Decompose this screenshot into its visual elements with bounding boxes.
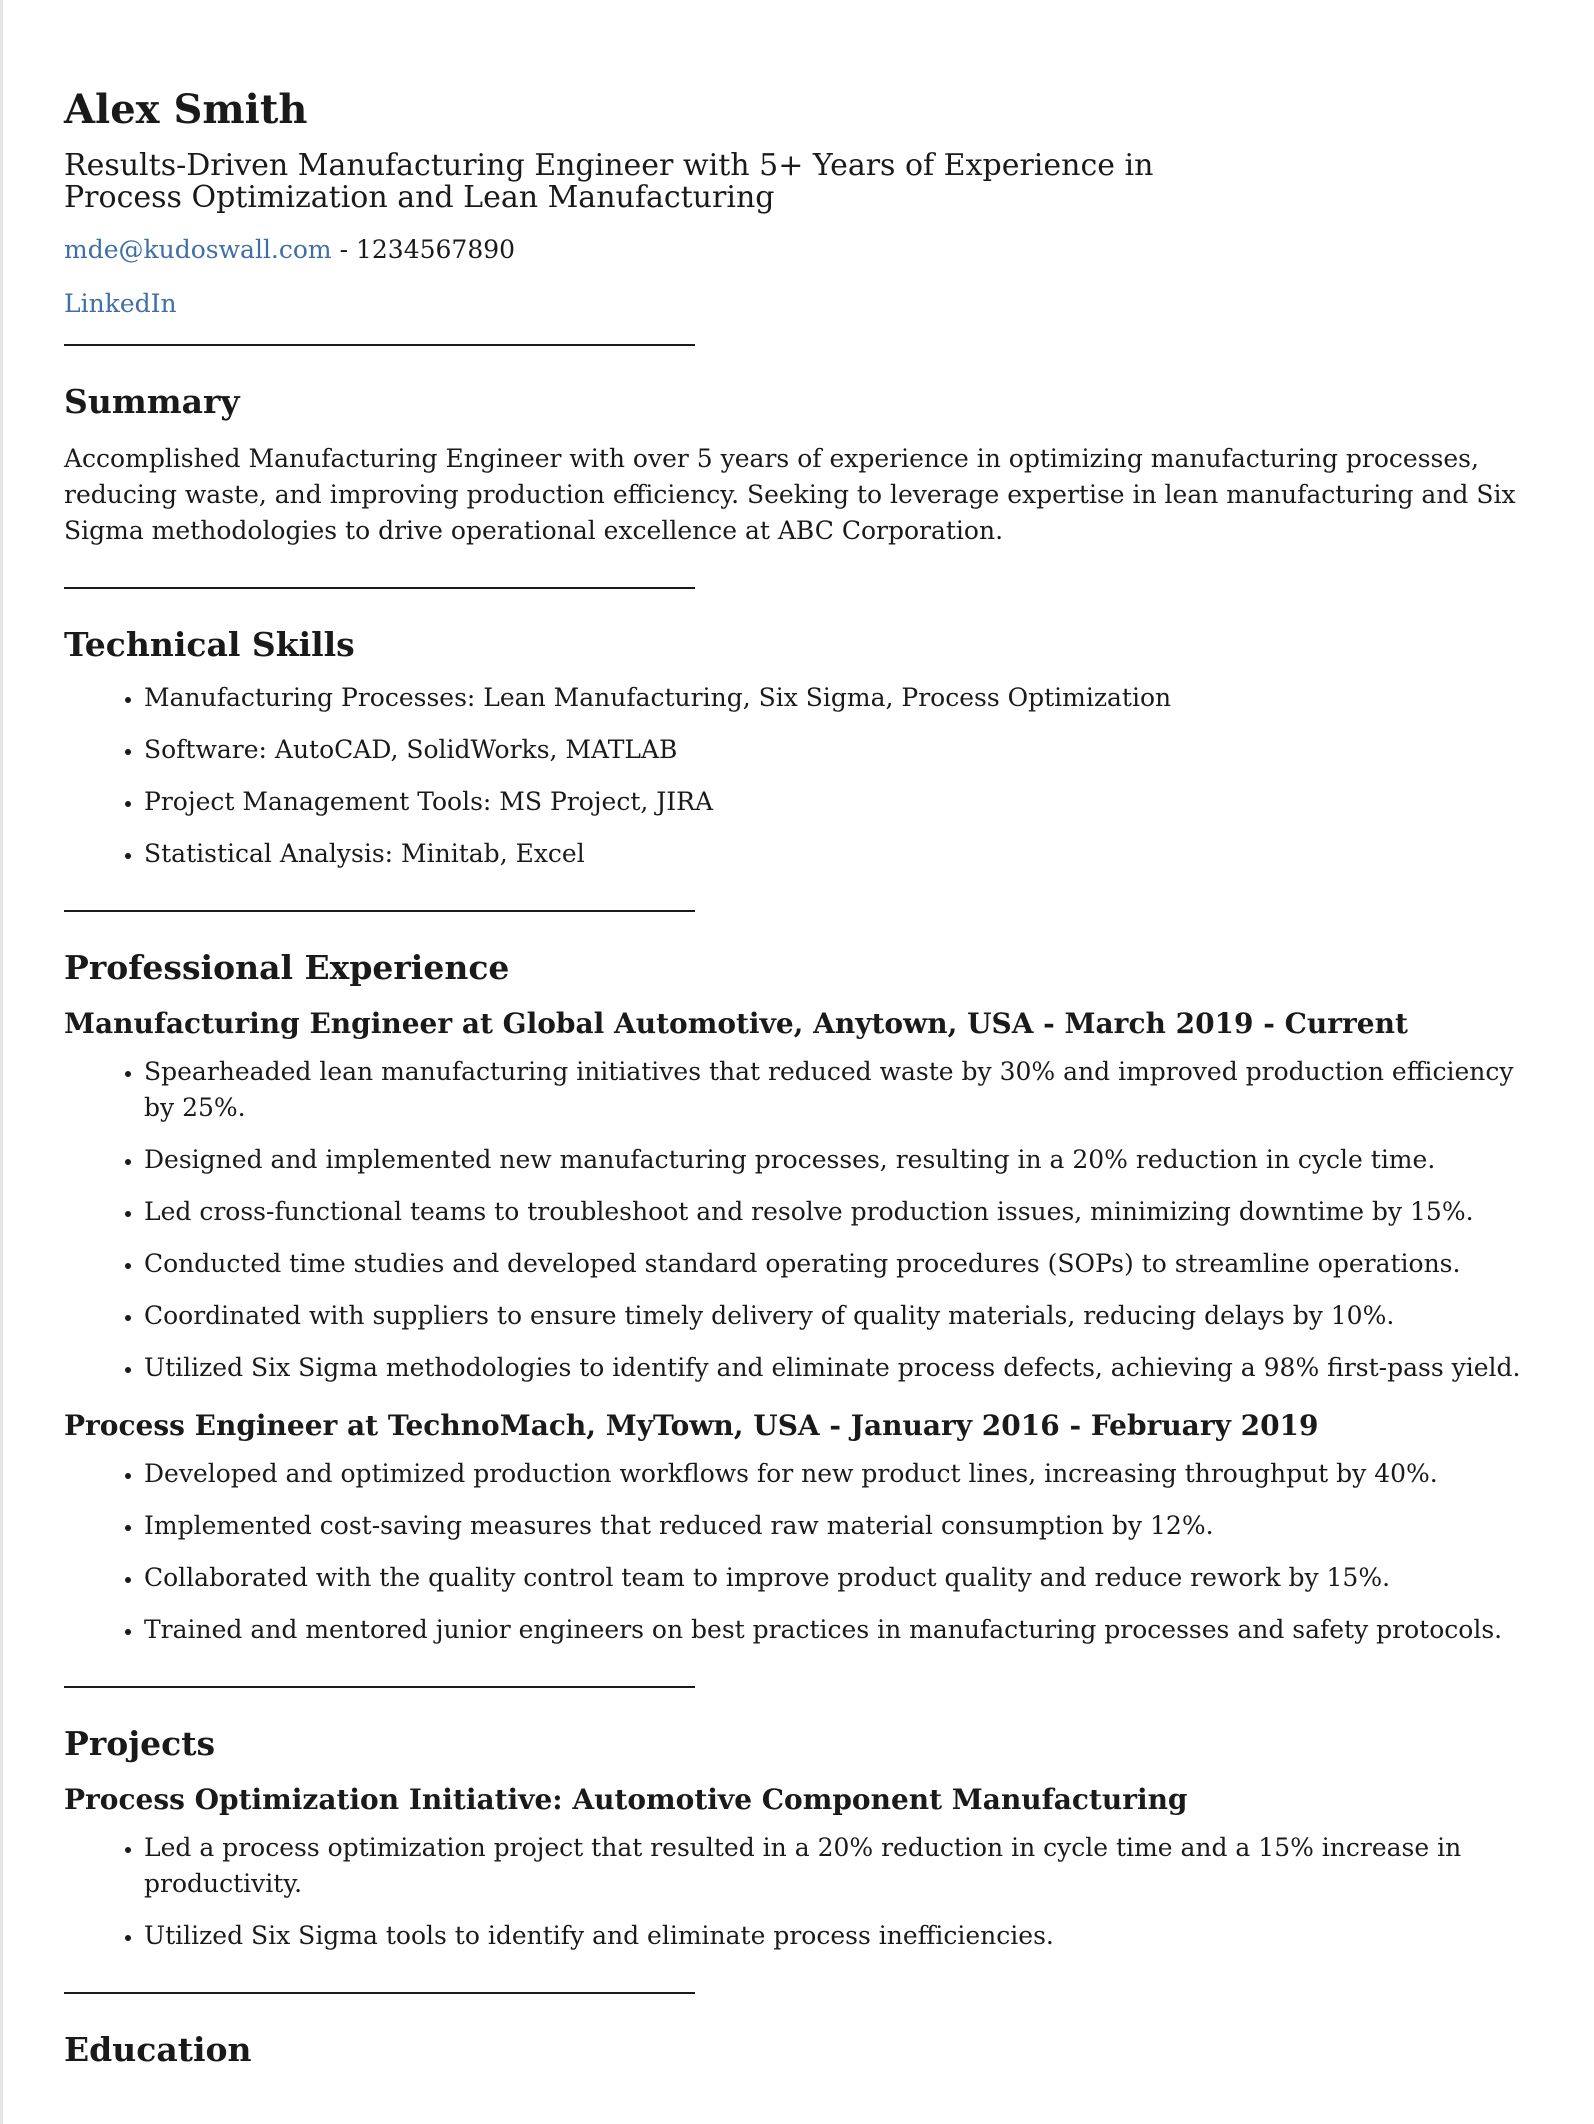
job-bullet: • Implemented cost-saving measures that reduced raw material consumption by 12%.	[144, 1508, 1534, 1544]
headline-line-2: Process Optimization and Lean Manufacturing	[64, 180, 775, 215]
profile-links	[64, 286, 1534, 322]
job-bullet: • Led cross-functional teams to troubleshoot and resolve production issues, minimizing downtime by 15%.	[144, 1194, 1534, 1230]
linkedin-link[interactable]: LinkedIn	[64, 289, 177, 318]
section-divider	[64, 910, 695, 912]
candidate-name: Alex Smith	[64, 86, 308, 133]
job-bullet: • Designed and implemented new manufacturing processes, resulting in a 20% reduction in cycle time.	[144, 1142, 1534, 1178]
section-divider	[64, 1992, 695, 1994]
skill-item: • Software: AutoCAD, SolidWorks, MATLAB	[144, 732, 1534, 768]
job-bullets	[64, 1456, 1534, 1648]
skill-item: • Manufacturing Processes: Lean Manufacturing, Six Sigma, Process Optimization	[144, 680, 1534, 716]
headline-line-1: Results-Driven Manufacturing Engineer with 5+ Years of Experience in	[64, 148, 1154, 183]
contact-line	[64, 232, 1534, 268]
contact-separator: -	[331, 235, 356, 264]
job-bullet: • Coordinated with suppliers to ensure timely delivery of quality materials, reducing delays by 10%.	[144, 1298, 1534, 1334]
resume-document	[64, 84, 1534, 2072]
skill-item: • Statistical Analysis: Minitab, Excel	[144, 836, 1534, 872]
job-heading: Manufacturing Engineer at Global Automotive, Anytown, USA - March 2019 - Current	[64, 1007, 1408, 1040]
project-heading: Process Optimization Initiative: Automotive Component Manufacturing	[64, 1783, 1188, 1816]
technical-skills-heading: Technical Skills	[64, 625, 355, 664]
job-bullet: • Conducted time studies and developed standard operating procedures (SOPs) to streamline operations.	[144, 1246, 1534, 1282]
section-divider	[64, 587, 695, 589]
project-bullets	[64, 1830, 1534, 1954]
summary-text: Accomplished Manufacturing Engineer with over 5 years of experience in optimizing manufacturing processes, reducing waste, and improving production efficiency. Seeking to leverage expertise in lean manufacturing and Six Sigma methodologies to drive operational excellence at ABC Corporation.	[64, 444, 1516, 545]
job-bullet: • Developed and optimized production workflows for new product lines, increasing throughput by 40%.	[144, 1456, 1534, 1492]
project-bullet: • Utilized Six Sigma tools to identify and eliminate process inefficiencies.	[144, 1918, 1534, 1954]
experience-heading: Professional Experience	[64, 948, 510, 987]
email-link[interactable]: mde@kudoswall.com	[64, 235, 332, 264]
phone-number: 1234567890	[355, 235, 516, 264]
job-bullets	[64, 1054, 1534, 1386]
job-bullet: • Spearheaded lean manufacturing initiatives that reduced waste by 30% and improved production efficiency by 25%.	[144, 1054, 1534, 1126]
page-left-border	[0, 0, 3, 2124]
section-divider	[64, 344, 695, 346]
skill-item: • Project Management Tools: MS Project, JIRA	[144, 784, 1534, 820]
section-divider	[64, 1686, 695, 1688]
resume-headline	[64, 150, 1164, 214]
job-bullet: • Collaborated with the quality control team to improve product quality and reduce rework by 15%.	[144, 1560, 1534, 1596]
skills-list	[64, 680, 1534, 872]
summary-heading: Summary	[64, 382, 240, 421]
projects-heading: Projects	[64, 1724, 216, 1763]
project-bullet: • Led a process optimization project that resulted in a 20% reduction in cycle time and a 15% increase in productivity.	[144, 1830, 1534, 1902]
education-heading: Education	[64, 2030, 252, 2069]
job-bullet: • Utilized Six Sigma methodologies to identify and eliminate process defects, achieving a 98% first-pass yield.	[144, 1350, 1534, 1386]
job-heading: Process Engineer at TechnoMach, MyTown, USA - January 2016 - February 2019	[64, 1409, 1319, 1442]
job-bullet: • Trained and mentored junior engineers on best practices in manufacturing processes and safety protocols.	[144, 1612, 1534, 1648]
